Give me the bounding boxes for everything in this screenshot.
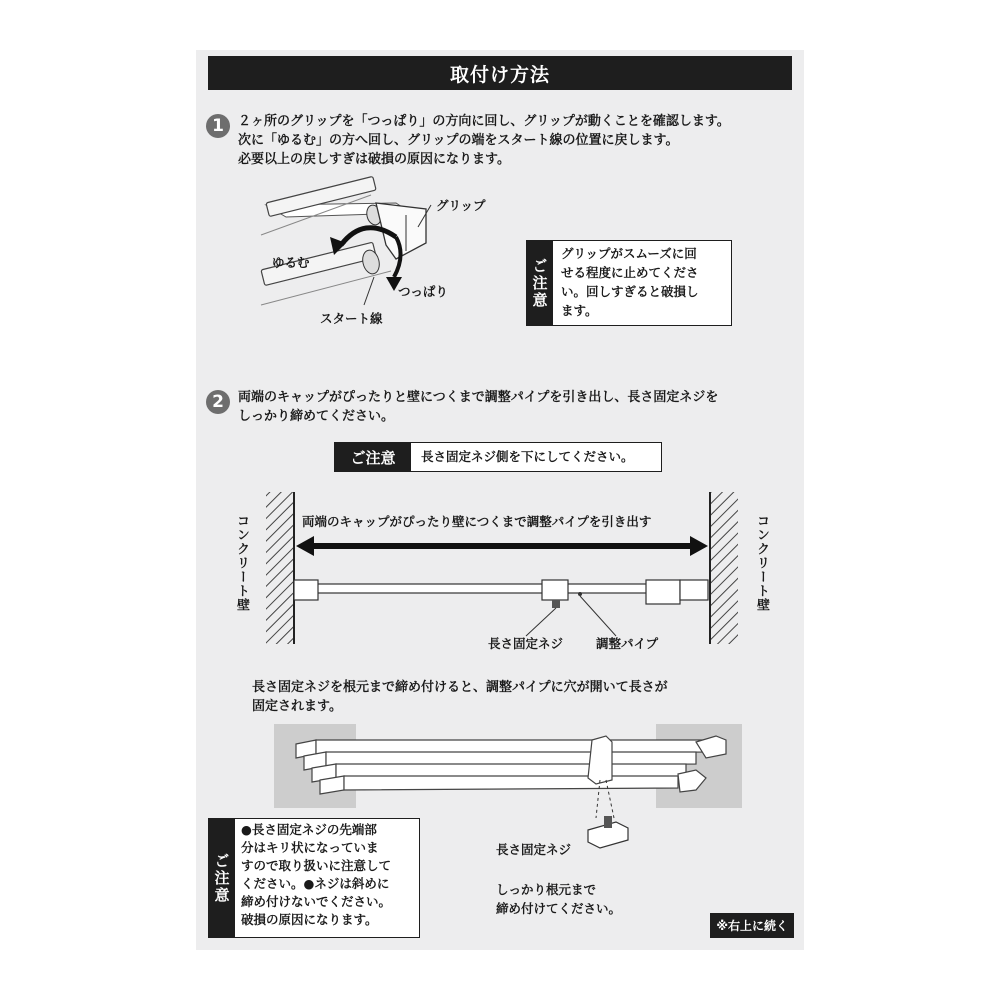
grip-caution-box bbox=[526, 240, 732, 326]
fix-line: 長さ固定ネジを根元まで締め付けると、調整パイプに穴が開いて長さが bbox=[252, 680, 668, 695]
caution-line: ください。●ネジは斜めに bbox=[241, 876, 390, 891]
caution-line: グリップがスムーズに回 bbox=[561, 246, 697, 261]
loosen-label: ゆるむ bbox=[272, 255, 310, 270]
step-1-line: ２ヶ所のグリップを「つっぱり」の方向に回し、グリップが動くことを確認します。 bbox=[238, 114, 730, 129]
start-line-label: スタート線 bbox=[320, 311, 383, 326]
caution-text bbox=[553, 241, 707, 325]
continue-tag: ※右上に続く bbox=[710, 913, 794, 938]
wall-label-left: コンクリート壁 bbox=[234, 514, 249, 612]
caution-text: 長さ固定ネジ側を下にしてください。 bbox=[421, 449, 634, 464]
caution-line: せる程度に止めてくださ bbox=[561, 265, 699, 280]
tighten-label: つっぱり bbox=[398, 284, 448, 299]
fix-description bbox=[252, 678, 668, 716]
step-2-text bbox=[238, 388, 718, 426]
step-1-text bbox=[238, 112, 730, 169]
caution-line: すので取り扱いに注意して bbox=[241, 858, 392, 873]
step-2-number: 2 bbox=[206, 390, 230, 414]
caution-line: 分はキリ状になっていま bbox=[241, 840, 379, 855]
caution-line: ●長さ固定ネジの先端部 bbox=[241, 822, 377, 837]
caution-tab: ご注意 bbox=[527, 241, 553, 325]
wall-label-right: コンクリート壁 bbox=[754, 514, 769, 612]
grip-label: グリップ bbox=[436, 198, 486, 213]
caution-tab: ご注意 bbox=[335, 443, 411, 471]
screw-side-caution bbox=[334, 442, 662, 472]
caution-text bbox=[235, 819, 397, 937]
tighten-line: 締め付けてください。 bbox=[496, 901, 622, 916]
length-screw-label-2: 長さ固定ネジ bbox=[496, 842, 572, 857]
caution-line: ます。 bbox=[561, 303, 598, 318]
step-2-line: 両端のキャップがぴったりと壁につくまで調整パイプを引き出し、長さ固定ネジを bbox=[238, 390, 719, 405]
step-2-line: しっかり締めてください。 bbox=[238, 409, 395, 424]
tighten-instruction bbox=[496, 880, 621, 918]
caution-line: い。回しすぎると破損し bbox=[561, 284, 699, 299]
length-screw-label: 長さ固定ネジ bbox=[488, 636, 564, 651]
page-title: 取付け方法 bbox=[208, 56, 792, 90]
step-1-line: 必要以上の戻しすぎは破損の原因になります。 bbox=[238, 152, 510, 167]
screw-tip-caution-box bbox=[208, 818, 420, 938]
step-1-number: 1 bbox=[206, 114, 230, 138]
instruction-sheet bbox=[196, 50, 804, 950]
fix-line: 固定されます。 bbox=[252, 699, 342, 714]
extend-arrow-label: 両端のキャップがぴったり壁につくまで調整パイプを引き出す bbox=[302, 514, 652, 529]
caution-line: 破損の原因になります。 bbox=[241, 912, 378, 927]
tighten-line: しっかり根元まで bbox=[496, 882, 597, 897]
adjust-pipe-label: 調整パイプ bbox=[596, 636, 659, 651]
caution-line: 締め付けないでください。 bbox=[241, 894, 392, 909]
caution-tab: ご注意 bbox=[209, 819, 235, 937]
step-1-line: 次に「ゆるむ」の方へ回し、グリップの端をスタート線の位置に戻します。 bbox=[238, 133, 679, 148]
